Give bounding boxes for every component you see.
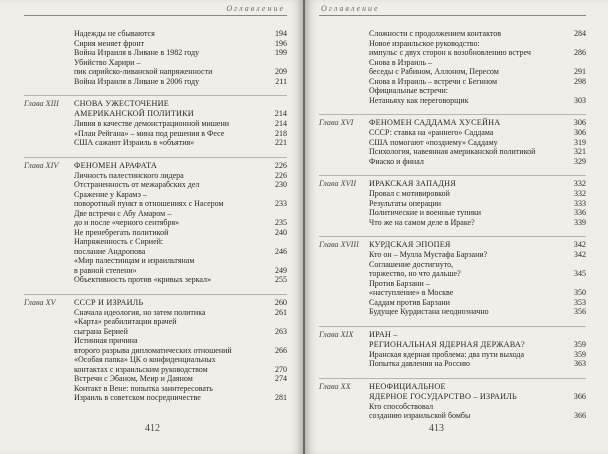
title-line: Провал с мотивировкой (369, 189, 450, 198)
title-line: Новое израильское руководство: (369, 38, 480, 48)
entry-title (74, 29, 272, 39)
chapter-label: Глава XIII (24, 99, 59, 108)
chapter-label: Глава XX (319, 381, 351, 391)
title-line: Сначала идеология, но затем политика (74, 307, 206, 317)
entry-title (369, 218, 571, 228)
title-line: «План Рейгана» – мина под решения в Фесе (74, 128, 225, 138)
toc-entry (24, 48, 287, 58)
page-ref: 350 (574, 288, 586, 297)
chapter-label: Глава XVII (319, 179, 357, 188)
toc-entry (319, 208, 586, 218)
page-ref: 281 (275, 393, 287, 402)
toc-entry (319, 218, 586, 228)
page-ref: 359 (573, 339, 586, 349)
title-line: ЯДЕРНОЕ ГОСУДАРСТВО – ИЗРАИЛЬ (369, 391, 517, 401)
entry-title (74, 77, 272, 87)
toc-entry (319, 29, 586, 39)
toc-entry (24, 228, 287, 238)
toc-entry (24, 374, 287, 384)
page-ref: 303 (574, 95, 586, 105)
title-line: Саддам против Барзани (369, 297, 450, 307)
toc-entry (24, 256, 287, 275)
title-line: РЕГИОНАЛЬНАЯ ЯДЕРНАЯ ДЕРЖАВА? (369, 339, 525, 349)
page-ref: 199 (275, 48, 287, 57)
page-ref: 249 (275, 265, 287, 275)
title-line: Объективность против «кривых зеркал» (74, 275, 211, 284)
toc-entry (24, 355, 287, 374)
toc-entry (319, 199, 586, 209)
toc-entry (24, 138, 287, 148)
title-line: сыграна Берией (74, 326, 128, 336)
title-line: Будущее Курдистана неоднозначно (369, 307, 489, 316)
page-ref: 218 (275, 128, 287, 138)
entry-title (369, 77, 571, 87)
entry-title (74, 180, 272, 190)
page-ref: 321 (574, 147, 586, 156)
toc-entry (319, 189, 586, 199)
entry-title (369, 86, 571, 105)
entry-title (74, 228, 272, 238)
title-line: «Мир палестинцам и израильтянам (74, 256, 195, 265)
title-line: США помогают «позднему» Саддаму (369, 137, 498, 147)
chapter-title (74, 99, 272, 119)
chapter-title (369, 240, 571, 250)
chapter-label: Глава XVIII (319, 240, 359, 249)
chapter-heading (24, 95, 287, 119)
toc-list (24, 29, 287, 403)
entry-title (74, 308, 272, 318)
title-line: до и после «черного сентября» (74, 218, 180, 227)
entry-title (74, 275, 272, 285)
entry-title (74, 374, 272, 384)
entry-title (74, 67, 272, 77)
title-line: Не пренебрегать политикой (74, 227, 169, 237)
entry-title (74, 317, 272, 336)
title-line: Кто он – Мулла Мустафа Барзани? (369, 250, 488, 259)
page-ref: 211 (275, 76, 287, 86)
title-line: Сирия меняет фронт (74, 38, 145, 48)
toc-entry (319, 298, 586, 308)
title-line: в равной степени» (74, 265, 137, 275)
chapter-heading (24, 157, 287, 171)
entry-title (369, 58, 571, 77)
chapter-title (369, 382, 571, 402)
entry-title (74, 384, 272, 403)
page-ref: 284 (574, 29, 586, 38)
entry-title (369, 39, 571, 58)
entry-title (74, 58, 287, 68)
entry-title (369, 298, 571, 308)
toc-entry (319, 260, 586, 279)
title-line: США сажают Израиль в «объятия» (74, 138, 195, 147)
page-ref: 255 (275, 275, 287, 284)
title-line: Ливия в качестве демонстрационной мишени (74, 119, 230, 128)
header-rule (319, 15, 586, 16)
title-line: Встречи с Эбаном, Меир и Даяном (74, 374, 193, 383)
page-ref: 332 (573, 179, 586, 188)
title-line: Соглашение достигнуто, (369, 259, 454, 269)
entry-title (369, 260, 571, 279)
toc-entry (24, 171, 287, 181)
title-line: СНОВА УЖЕСТОЧЕНИЕ (74, 99, 169, 108)
title-line: Контакт в Вене: попытка заинтересовать (74, 383, 213, 393)
title-line: торжество, но что дальше? (369, 269, 461, 278)
title-line: послание Андропова (74, 246, 146, 256)
page-ref: 270 (275, 364, 287, 374)
entry-title (369, 402, 571, 421)
page-ref: 230 (275, 180, 287, 189)
toc-entry (24, 209, 287, 228)
entry-title (74, 171, 272, 181)
page-ref: 333 (574, 198, 586, 208)
running-head: Оглавление (321, 4, 380, 13)
toc-entry (319, 77, 586, 87)
entry-title (74, 138, 272, 148)
title-line: Нетаньяху как переговорщик (369, 95, 469, 105)
title-line: Попытка давления на Россию (369, 359, 470, 368)
entry-title (369, 208, 571, 218)
title-line: «Особая папка» ЦК о конфиденциальных (74, 355, 216, 364)
entry-title (369, 147, 571, 157)
title-line: Снова в Израиль – (369, 57, 433, 67)
chapter-heading (319, 378, 586, 402)
title-line: АМЕРИКАНСКОЙ ПОЛИТИКИ (74, 109, 194, 118)
chapter-label: Глава XV (24, 297, 56, 307)
title-line: Официальные встречи: (369, 86, 449, 95)
page-ref: 306 (574, 128, 586, 137)
toc-list (319, 29, 586, 421)
page-ref: 291 (574, 67, 586, 76)
toc-entry (24, 336, 287, 355)
entry-title (74, 355, 272, 374)
title-line: «Карта» реабилитации врачей (74, 317, 177, 326)
chapter-heading (24, 294, 287, 308)
title-line: Надежды не сбываются (74, 29, 155, 38)
chapter-title (369, 118, 571, 128)
toc-entry (24, 384, 287, 403)
title-line: поворотный пункт в отношениях с Насером (74, 199, 224, 208)
title-line: созданию израильской бомбы (369, 411, 471, 420)
title-line: ИРАКСКАЯ ЗАПАДНЯ (369, 179, 456, 188)
page-ref: 298 (574, 76, 586, 86)
page-ref: 319 (574, 137, 586, 147)
toc-entry (24, 67, 287, 77)
toc-entry (24, 58, 287, 68)
page-ref: 196 (275, 38, 287, 48)
title-line: ФЕНОМЕН САДДАМА ХУСЕЙНА (369, 118, 501, 127)
page-ref: 194 (275, 29, 287, 38)
chapter-title (74, 298, 272, 308)
toc-entry (24, 237, 287, 256)
toc-entry (24, 39, 287, 49)
entry-title (369, 128, 571, 138)
toc-entry (319, 147, 586, 157)
title-line: Против Барзани – (369, 278, 430, 288)
toc-entry (319, 359, 586, 369)
title-line: Сложности с продолжением контактов (369, 29, 502, 38)
title-line: Война Израиля в Ливане в 1982 году (74, 48, 200, 57)
title-line: Убийство Харири – (74, 57, 141, 67)
entry-title (74, 48, 272, 58)
toc-entry (24, 190, 287, 209)
right-page (305, 0, 608, 454)
chapter-label: Глава XIV (24, 160, 59, 170)
title-line: Истинная причина (74, 336, 138, 345)
chapter-title (74, 161, 272, 171)
title-line: Напряженность с Сирией: (74, 237, 164, 246)
title-line: Что же на самом деле в Ираке? (369, 217, 475, 227)
page-ref: 214 (274, 109, 287, 118)
page-number: 413 (429, 423, 444, 434)
page-ref: 235 (275, 218, 287, 227)
page-ref: 336 (574, 208, 586, 217)
entry-title (369, 29, 571, 39)
entry-title (74, 190, 272, 209)
title-line: Отстраненность от межарабских дел (74, 180, 200, 189)
chapter-heading (319, 236, 586, 250)
toc-entry (319, 58, 586, 77)
page-ref: 332 (574, 189, 586, 198)
toc-entry (319, 250, 586, 260)
title-line: Личность палестинского лидера (74, 170, 184, 180)
chapter-title (369, 179, 571, 189)
toc-entry (24, 317, 287, 336)
chapter-heading (319, 114, 586, 128)
header-rule (24, 15, 287, 16)
entry-title (74, 129, 272, 139)
title-line: Фиаско и финал (369, 156, 424, 166)
title-line: беседы с Рабином, Аллоном, Пересом (369, 67, 499, 76)
page-ref: 286 (574, 48, 586, 57)
chapter-label: Глава XIX (319, 329, 354, 339)
title-line: контактах с израильским руководством (74, 364, 208, 374)
page-ref: 339 (574, 217, 586, 227)
page-number: 412 (145, 423, 160, 434)
title-line: ФЕНОМЕН АРАФАТА (74, 160, 157, 170)
left-page (0, 0, 303, 454)
page-ref: 274 (275, 374, 287, 383)
running-head: Оглавление (226, 4, 285, 13)
page-ref: 260 (274, 297, 287, 307)
page-ref: 261 (275, 307, 287, 317)
title-line: ИРАН – (369, 329, 398, 339)
page-ref: 214 (275, 119, 287, 128)
entry-title (369, 307, 571, 317)
toc-entry (319, 307, 586, 317)
chapter-heading (319, 326, 586, 350)
title-line: НЕОФИЦИАЛЬНОЕ (369, 381, 446, 391)
toc-entry (319, 86, 586, 105)
page-ref: 353 (574, 297, 586, 307)
page-ref: 363 (574, 359, 586, 368)
entry-title (74, 336, 272, 355)
page-ref: 359 (574, 349, 586, 359)
page-ref: 366 (573, 391, 586, 401)
chapter-heading (319, 175, 586, 189)
title-line: Политические и военные тупики (369, 208, 482, 217)
title-line: Две встречи с Абу Амаром – (74, 208, 172, 218)
toc-entry (319, 279, 586, 298)
title-line: Кто способствовал (369, 401, 434, 411)
page-ref: 226 (275, 170, 287, 180)
chapter-title (369, 330, 571, 350)
entry-title (369, 199, 571, 209)
entry-title (74, 256, 272, 275)
toc-entry (319, 350, 586, 360)
toc-entry (319, 157, 586, 167)
toc-entry (24, 275, 287, 285)
title-line: СССР: ставка на «раннего» Саддама (369, 128, 494, 137)
entry-title (74, 119, 272, 129)
title-line: Война Израиля в Ливане в 2006 году (74, 76, 200, 86)
entry-title (369, 250, 571, 260)
page-ref: 329 (574, 156, 586, 166)
title-line: Иранская ядерная проблема: два пути выхода (369, 349, 525, 359)
entry-title (369, 189, 571, 199)
entry-title (74, 237, 272, 256)
toc-entry (319, 138, 586, 148)
title-line: Израиль в советском посредничестве (74, 393, 201, 402)
entry-title (369, 359, 571, 369)
chapter-label: Глава XVI (319, 118, 354, 127)
page-ref: 345 (574, 269, 586, 278)
entry-title (369, 350, 571, 360)
entry-title (74, 39, 272, 49)
toc-entry (24, 77, 287, 87)
toc-entry (24, 308, 287, 318)
page-ref: 342 (573, 240, 586, 249)
toc-entry (319, 402, 586, 421)
toc-entry (319, 128, 586, 138)
page-ref: 226 (274, 160, 287, 170)
page-ref: 306 (573, 118, 586, 127)
page-ref: 266 (275, 345, 287, 355)
title-line: «наступление» в Москве (369, 288, 454, 297)
entry-title (369, 157, 571, 167)
page-ref: 221 (275, 138, 287, 147)
title-line: Результаты операции (369, 198, 442, 208)
title-line: импульс с двух сторон к возобновлению встреч (369, 48, 531, 57)
page-ref: 366 (574, 411, 586, 420)
title-line: второго разрыва дипломатических отношений (74, 345, 232, 355)
title-line: Психология, навеянная американской политикой (369, 147, 536, 156)
page-ref: 233 (275, 199, 287, 208)
title-line: СССР И ИЗРАИЛЬ (74, 297, 144, 307)
title-line: пик сирийско-ливанской напряженности (74, 67, 213, 76)
toc-entry (24, 129, 287, 139)
title-line: Сражение у Карамэ – (74, 189, 147, 199)
entry-title (369, 138, 571, 148)
toc-entry (24, 119, 287, 129)
toc-entry (24, 29, 287, 39)
page-ref: 263 (275, 326, 287, 336)
entry-title (369, 279, 571, 298)
page-ref: 246 (275, 246, 287, 256)
page-ref: 342 (574, 250, 586, 259)
page-ref: 209 (275, 67, 287, 76)
page-ref: 356 (574, 307, 586, 316)
toc-entry (24, 180, 287, 190)
entry-title (74, 209, 272, 228)
toc-entry (319, 39, 586, 58)
title-line: Снова в Израиль – встречи с Бегином (369, 76, 498, 86)
page-ref: 240 (275, 227, 287, 237)
title-line: КУРДСКАЯ ЭПОПЕЯ (369, 240, 451, 249)
